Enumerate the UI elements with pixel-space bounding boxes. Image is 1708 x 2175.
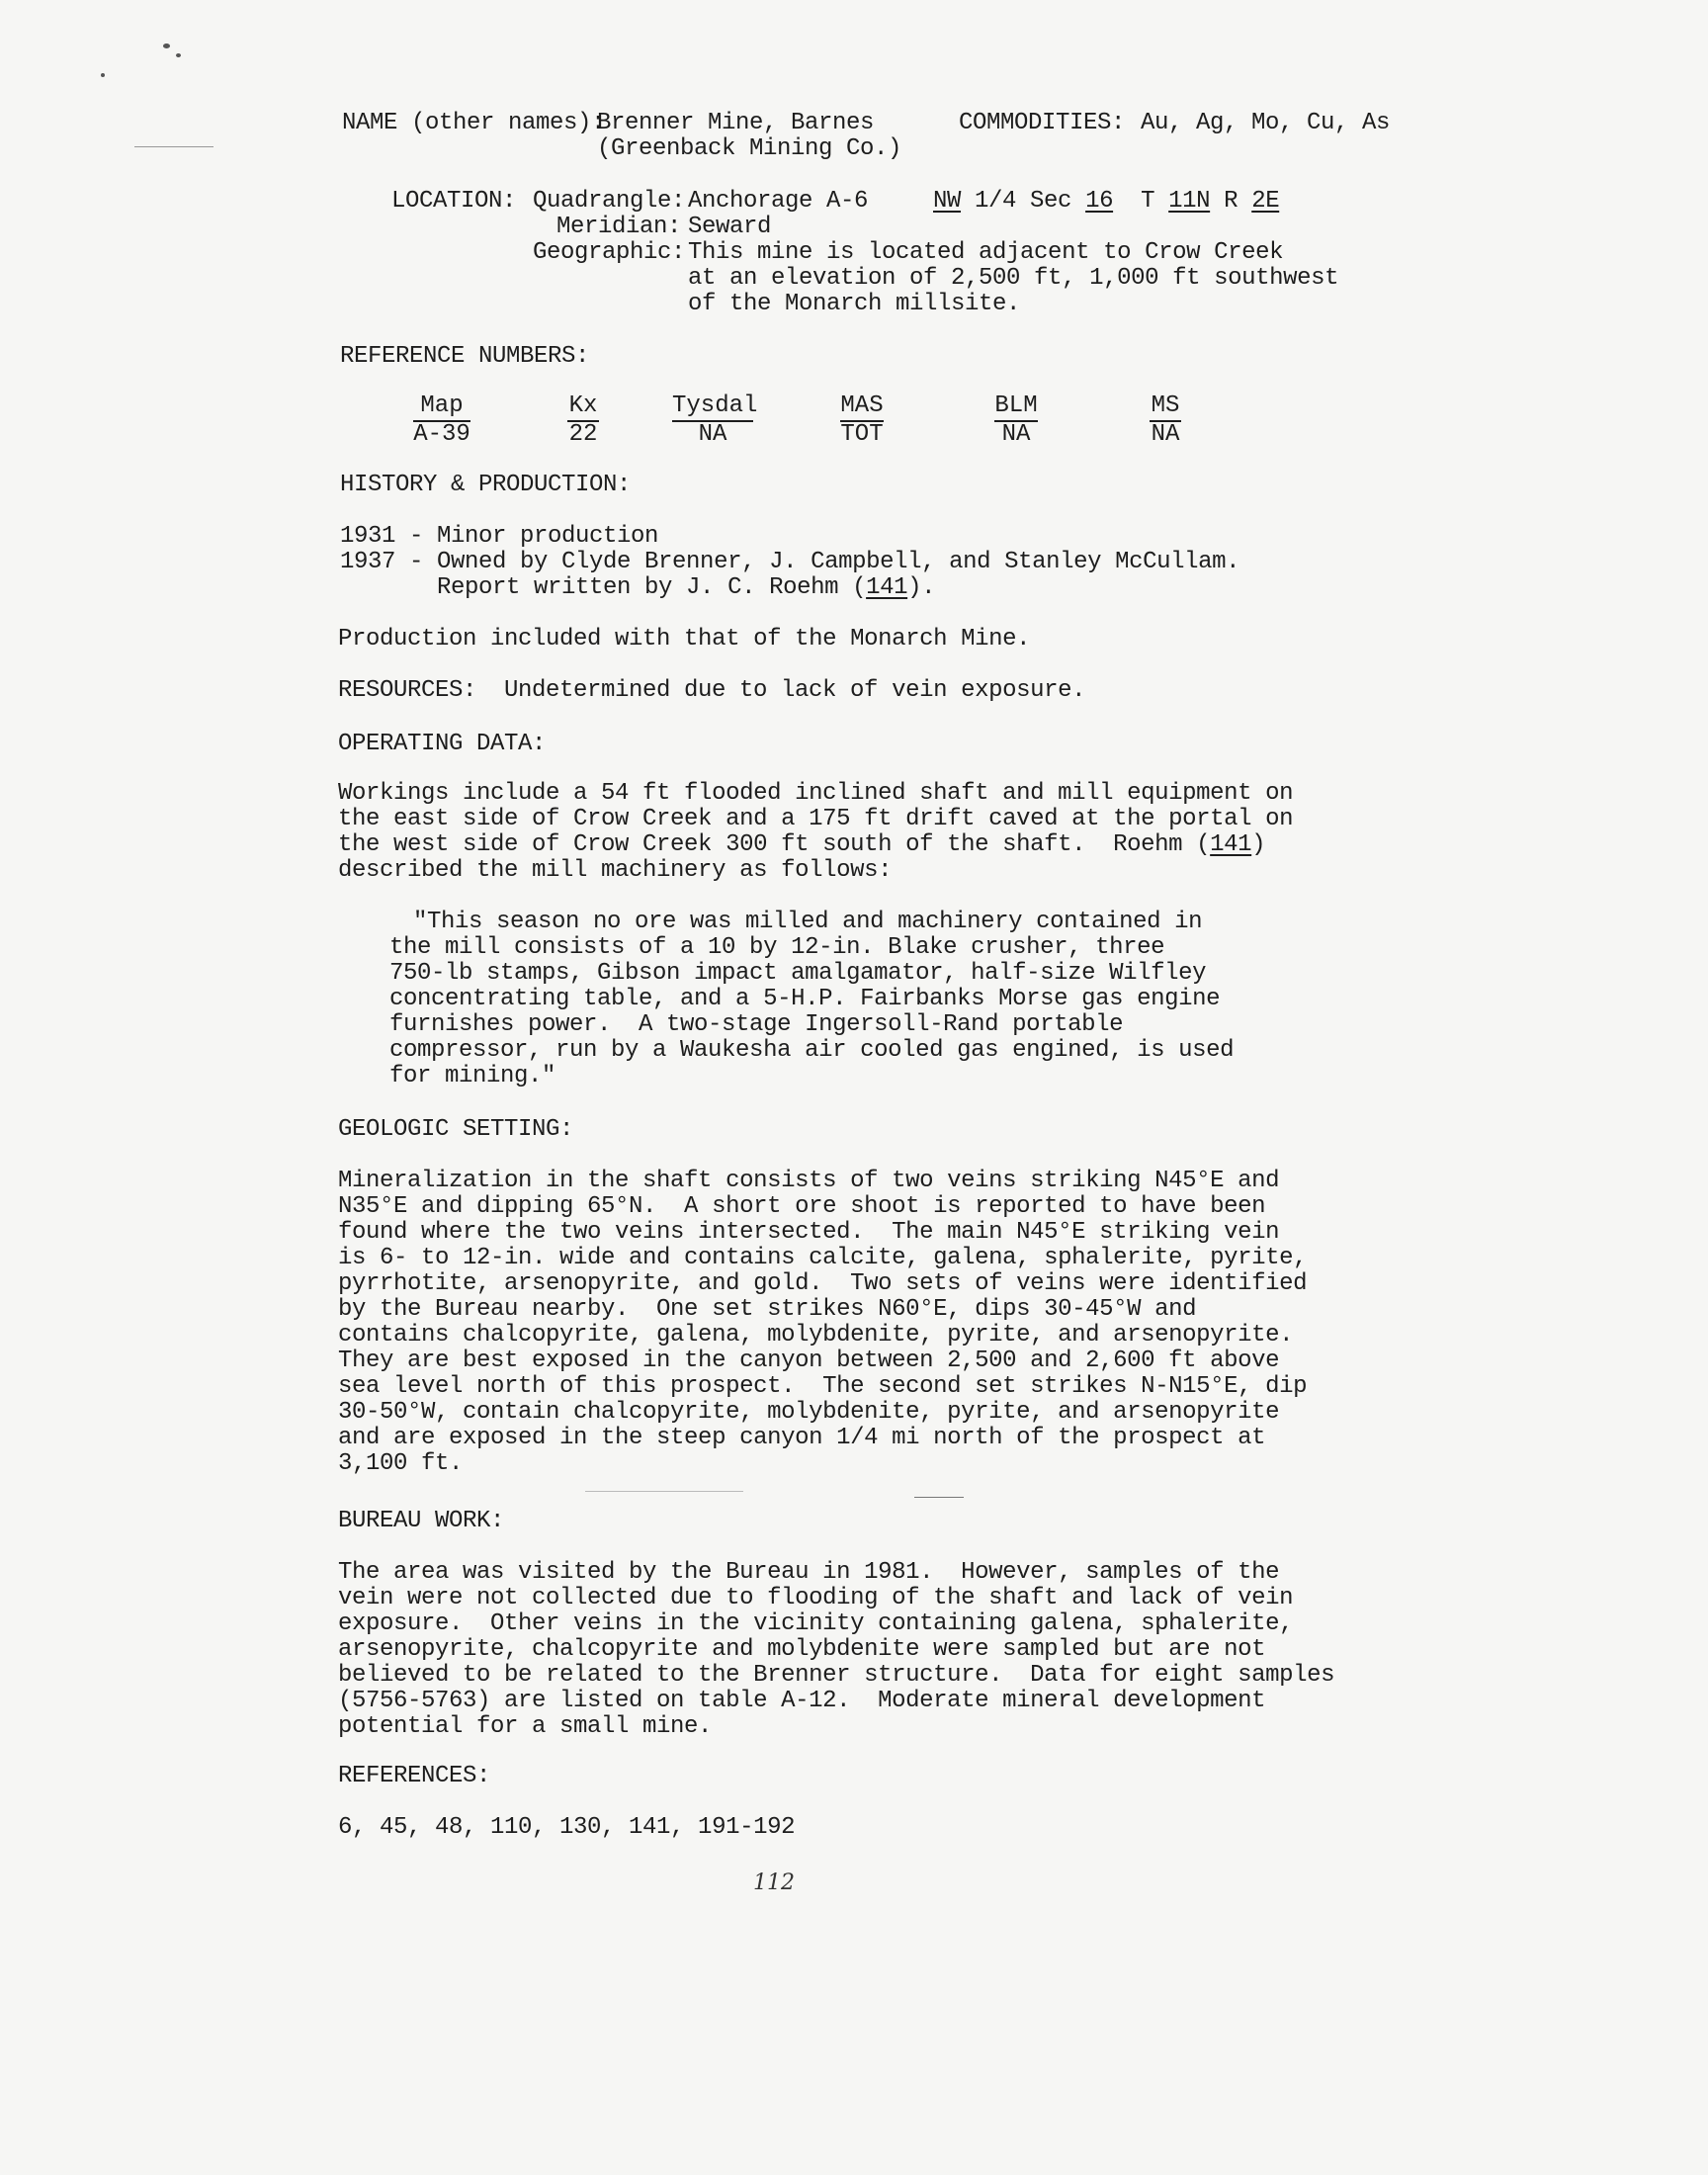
- bureau-line: arsenopyrite, chalcopyrite and molybdenite were sampled but are not: [338, 1636, 1266, 1663]
- reference-value: TOT: [840, 421, 884, 448]
- geographic-line: at an elevation of 2,500 ft, 1,000 ft southwest: [688, 265, 1339, 292]
- geologic-line: 3,100 ft.: [338, 1450, 464, 1477]
- history-heading: HISTORY & PRODUCTION:: [340, 472, 632, 498]
- bureau-line: believed to be related to the Brenner structure. Data for eight samples: [338, 1662, 1335, 1689]
- geologic-line: 30-50°W, contain chalcopyrite, molybdenite, pyrite, and arsenopyrite: [338, 1399, 1280, 1426]
- scan-mark: [134, 146, 214, 147]
- township-value: 11N: [1168, 188, 1211, 215]
- scan-mark: [585, 1491, 743, 1492]
- reference-label: Map: [413, 393, 470, 422]
- history-report-prefix: Report written by J. C. Roehm (: [340, 574, 867, 601]
- quote-line: for mining.": [389, 1063, 556, 1089]
- resources-label: RESOURCES:: [338, 677, 477, 704]
- history-report-suffix: ).: [907, 574, 936, 601]
- section-value: 16: [1085, 188, 1114, 215]
- bureau-line: exposure. Other veins in the vicinity containing galena, sphalerite,: [338, 1610, 1294, 1637]
- quote-line: furnishes power. A two-stage Ingersoll-Rand portable: [389, 1011, 1124, 1038]
- geologic-line: by the Bureau nearby. One set strikes N60°E, dips 30-45°W and: [338, 1296, 1197, 1323]
- operating-ref-suffix: ): [1251, 831, 1266, 858]
- history-report-line: [340, 575, 935, 601]
- range-label: R: [1224, 188, 1238, 215]
- range-value: 2E: [1251, 188, 1280, 215]
- quote-line: compressor, run by a Waukesha air cooled gas engined, is used: [389, 1037, 1235, 1064]
- operating-line: the east side of Crow Creek and a 175 ft drift caved at the portal on: [338, 806, 1294, 832]
- quote-line: 750-lb stamps, Gibson impact amalgamator, half-size Wilfley: [389, 960, 1207, 987]
- geologic-line: contains chalcopyrite, galena, molybdenite, pyrite, and arsenopyrite.: [338, 1322, 1294, 1348]
- reference-label: MAS: [840, 393, 884, 422]
- reference-value: A-39: [413, 421, 470, 448]
- reference-map: [413, 393, 470, 448]
- geologic-line: sea level north of this prospect. The second set strikes N-N15°E, dip: [338, 1373, 1308, 1400]
- quarter-text: 1/4 Sec: [975, 188, 1072, 215]
- page-number: 112: [753, 1870, 795, 1895]
- reference-tysdal: [672, 392, 758, 448]
- resources-value: Undetermined due to lack of vein exposure.: [504, 677, 1086, 704]
- township-label: T: [1141, 188, 1155, 215]
- geologic-line: found where the two veins intersected. The main N45°E striking vein: [338, 1219, 1280, 1246]
- name-value: Brenner Mine, Barnes: [597, 110, 875, 136]
- operating-line: described the mill machinery as follows:: [338, 857, 893, 884]
- commodities-label: COMMODITIES:: [959, 110, 1126, 136]
- quarter-value: NW: [933, 188, 962, 215]
- bureau-line: vein were not collected due to flooding of the shaft and lack of vein: [338, 1585, 1294, 1611]
- quote-line: "This season no ore was milled and machinery contained in: [413, 909, 1203, 935]
- reference-kx: [567, 393, 599, 448]
- reference-numbers-heading: REFERENCE NUMBERS:: [340, 343, 590, 370]
- scan-speck: [176, 53, 181, 57]
- history-line: 1937 - Owned by Clyde Brenner, J. Campbell, and Stanley McCullam.: [340, 549, 1240, 575]
- operating-heading: OPERATING DATA:: [338, 731, 547, 757]
- history-report-ref: 141: [866, 574, 908, 601]
- bureau-line: The area was visited by the Bureau in 1981. However, samples of the: [338, 1559, 1280, 1586]
- history-line: 1931 - Minor production: [340, 523, 659, 550]
- quote-line: concentrating table, and a 5-H.P. Fairbanks Morse gas engine: [389, 986, 1221, 1012]
- name-value-other: (Greenback Mining Co.): [597, 135, 902, 162]
- reference-label: Kx: [567, 393, 599, 422]
- commodities-value: Au, Ag, Mo, Cu, As: [1141, 110, 1391, 136]
- operating-line: the west side of Crow Creek 300 ft south of the shaft. Roehm (: [338, 831, 1211, 858]
- scan-speck: [101, 73, 105, 77]
- scan-mark: [914, 1497, 964, 1498]
- bureau-line: potential for a small mine.: [338, 1713, 713, 1740]
- operating-ref-line: [338, 832, 1265, 858]
- reference-label: BLM: [994, 393, 1038, 422]
- geographic-line: This mine is located adjacent to Crow Creek: [688, 239, 1284, 266]
- operating-ref: 141: [1210, 831, 1252, 858]
- location-label: LOCATION:: [391, 188, 517, 215]
- geologic-heading: GEOLOGIC SETTING:: [338, 1116, 574, 1143]
- meridian-label: Meridian:: [556, 214, 682, 240]
- reference-value: NA: [1151, 421, 1180, 448]
- scan-speck: [163, 44, 170, 48]
- quadrangle-value: Anchorage A-6: [688, 188, 869, 215]
- name-label: NAME (other names):: [342, 110, 606, 136]
- reference-value: 22: [568, 421, 598, 448]
- references-heading: REFERENCES:: [338, 1763, 491, 1789]
- bureau-line: (5756-5763) are listed on table A-12. Moderate mineral development: [338, 1688, 1266, 1714]
- production-note: Production included with that of the Monarch Mine.: [338, 626, 1031, 652]
- geologic-line: is 6- to 12-in. wide and contains calcite, galena, sphalerite, pyrite,: [338, 1245, 1308, 1271]
- meridian-value: Seward: [688, 214, 772, 240]
- geologic-line: N35°E and dipping 65°N. A short ore shoot is reported to have been: [338, 1193, 1266, 1220]
- quarter-section: [933, 189, 1279, 215]
- reference-blm: [994, 393, 1038, 448]
- reference-value: NA: [698, 421, 727, 448]
- reference-label: MS: [1150, 393, 1181, 422]
- reference-mas: [840, 393, 884, 448]
- operating-line: Workings include a 54 ft flooded inclined shaft and mill equipment on: [338, 780, 1294, 807]
- geologic-line: and are exposed in the steep canyon 1/4 mi north of the prospect at: [338, 1425, 1266, 1451]
- reference-value: NA: [1001, 421, 1031, 448]
- quadrangle-label: Quadrangle:: [533, 188, 686, 215]
- reference-label: Tysdal: [672, 393, 753, 422]
- bureau-heading: BUREAU WORK:: [338, 1508, 505, 1534]
- geologic-line: Mineralization in the shaft consists of two veins striking N45°E and: [338, 1168, 1280, 1194]
- quote-line: the mill consists of a 10 by 12-in. Blake crusher, three: [389, 934, 1165, 961]
- references-value: 6, 45, 48, 110, 130, 141, 191-192: [338, 1814, 796, 1841]
- reference-ms: [1150, 393, 1181, 448]
- geographic-line: of the Monarch millsite.: [688, 291, 1021, 317]
- geologic-line: They are best exposed in the canyon between 2,500 and 2,600 ft above: [338, 1348, 1280, 1374]
- geologic-line: pyrrhotite, arsenopyrite, and gold. Two sets of veins were identified: [338, 1270, 1308, 1297]
- geographic-label: Geographic:: [533, 239, 686, 266]
